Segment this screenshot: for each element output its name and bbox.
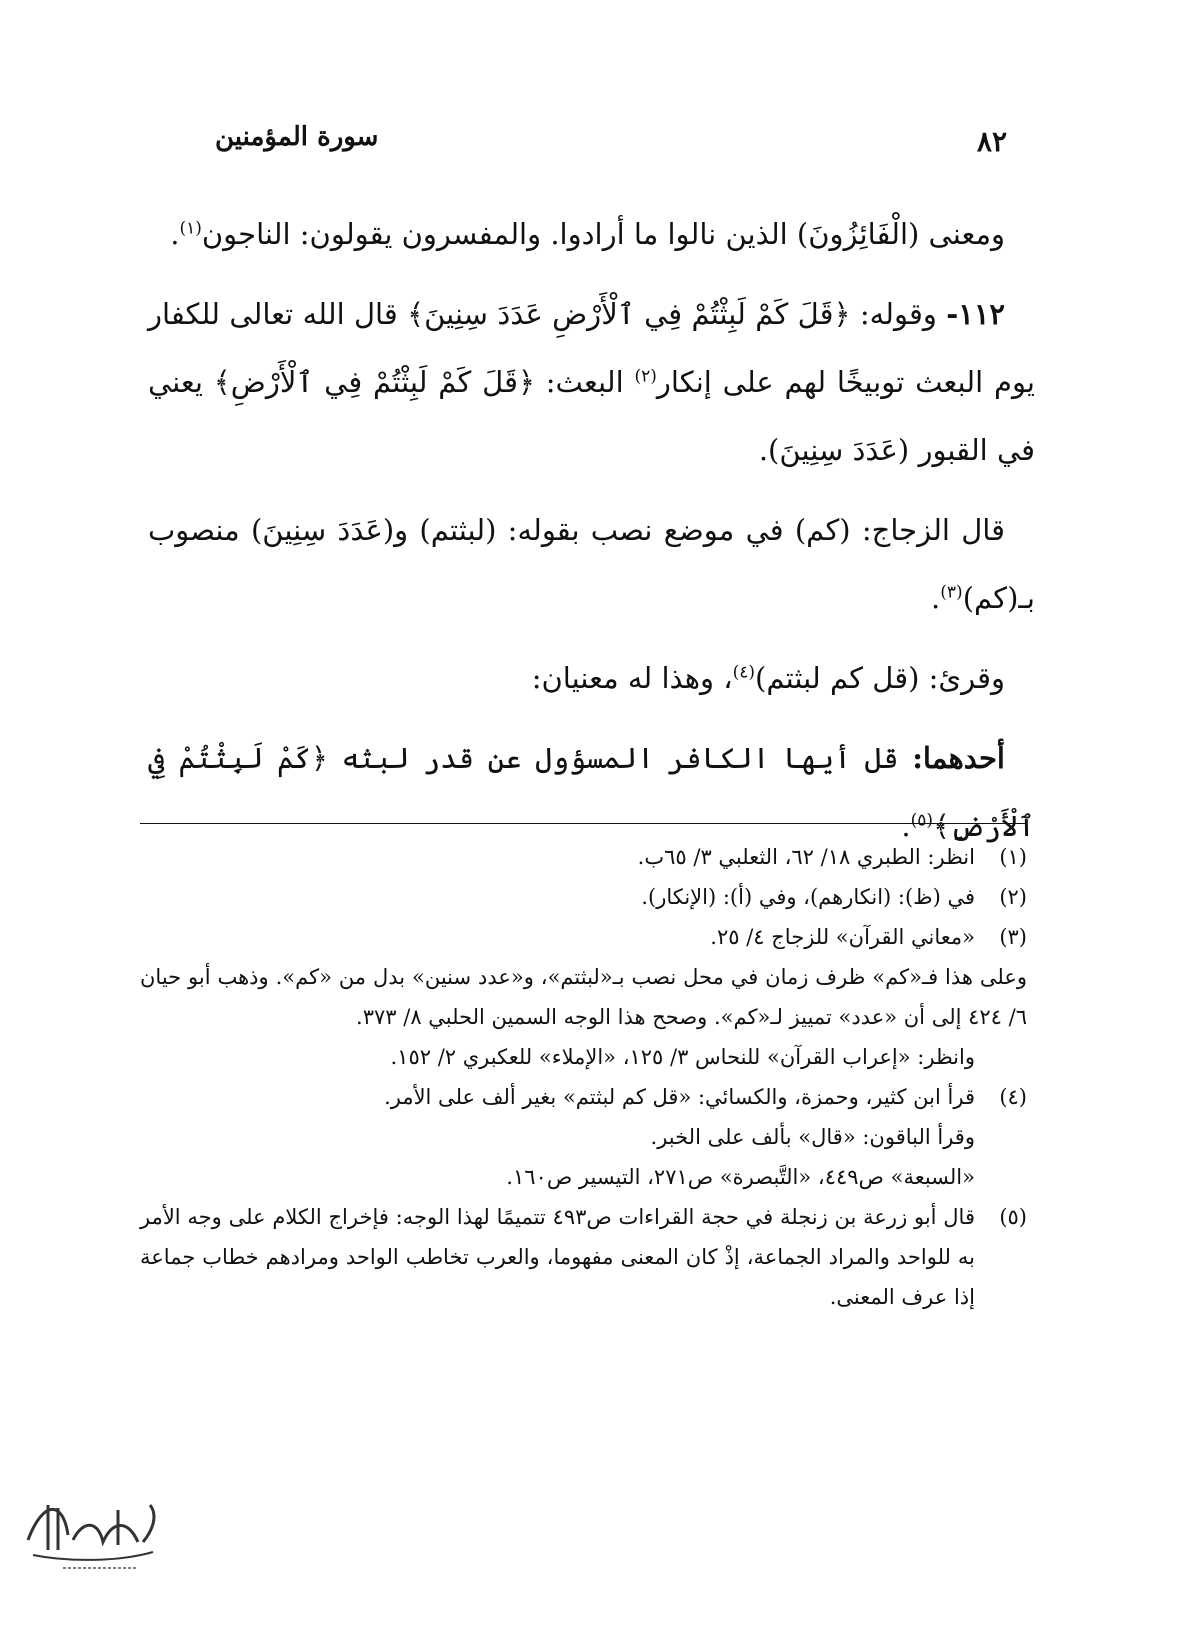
first-meaning-label: أحدهما: (912, 741, 1005, 775)
main-text (148, 200, 1035, 872)
footnote-ref-3[interactable]: (٣) (940, 582, 963, 603)
footnote-3 (140, 917, 1027, 957)
footnote-2 (140, 877, 1027, 917)
paragraph-verse-112 (148, 280, 1035, 484)
footnote-ref-1[interactable]: (١) (179, 218, 202, 239)
footnote-4 (140, 1077, 1027, 1117)
footnote-4-line-3: «السبعة» ص٤٤٩، «التَّبصرة» ص٢٧١، التيسير ص١٦٠. (506, 1165, 975, 1189)
page-number: ٨٢ (976, 125, 1007, 158)
paragraph-1-text: ومعنى (الْفَائِزُونَ) الذين نالوا ما أرادوا. والمفسرون يقولون: الناجون (201, 217, 1005, 251)
footnote-1-text: انظر: الطبري ١٨/ ٦٢، الثعلبي ٣/ ٦٥ب. (637, 845, 975, 869)
paragraph-zajjaj: قال الزجاج: (كم) في موضع نصب بقوله: (لبثتم) و(عَدَدَ سِنِينَ) منصوب بـ(كم)$^{(٣)}$. (148, 513, 1035, 615)
footnote-ref-5[interactable]: (٥) (910, 810, 934, 831)
footnote-4-number: (٤) (999, 1085, 1027, 1109)
footnote-3-continuation: وعلى هذا فـ«كم» ظرف زمان في محل نصب بـ«لبثتم»، و«عدد سنين» بدل من «كم». وذهب أبو حيان ٦/ ٤٢٤ إلى أن «عدد» تمييز لـ«كم». وصحح هذا الوجه السمين الحلبي ٨/ ٣٧٣. (140, 965, 1027, 1029)
paragraph-4-text-a: وقرئ: (قل كم لبثتم) (755, 661, 1005, 695)
footnote-1-number: (١) (999, 845, 1027, 869)
footnote-5-text: قال أبو زرعة بن زنجلة في حجة القراءات ص٤٩٣ تتميمًا لهذا الوجه: فإخراج الكلام على وجه الأمر به للواحد والمراد الجماعة، إذْ كان المعنى مفهوما، والعرب تخاطب الواحد ومرادهم خطاب جماعة إذا عرف المعنى. (140, 1205, 975, 1309)
footnote-3-number: (٣) (999, 925, 1027, 949)
paragraph-3-text: قال الزجاج: (كم) في موضع نصب بقوله: (لبثتم) و(عَدَدَ سِنِينَ) منصوب بـ(كم) (148, 513, 1035, 615)
footnotes (140, 837, 1027, 1317)
footnote-separator (140, 823, 1027, 824)
paragraph-1: ومعنى (الْفَائِزُونَ) الذين نالوا ما أرادوا. والمفسرون يقولون: الناجون$^{(١)}$. (170, 217, 1005, 251)
footnote-4-line-2: وقرأ الباقون: «قال» بألف على الخبر. (650, 1125, 975, 1149)
paragraph-4-text-b: ، وهذا له معنيان: (531, 661, 733, 695)
paragraph-first-meaning: أحدهما: قل أيها الكافر المسؤول عن قدر لبثه ﴿كَمْ لَبِثْتُمْ فِي ٱلْأَرْضِ﴾$^{(٥)}$. (148, 741, 1035, 843)
paragraph-2-text-b: البعث: ﴿قَلَ كَمْ لَبِثْتُمْ فِي ٱلْأَرْضِ﴾ يعني في القبور (عَدَدَ سِنِينَ). (148, 365, 1035, 467)
paragraph-reading (148, 644, 1035, 712)
paragraph-5-text: قل أيها الكافر المسؤول عن قدر لبثه ﴿كَمْ لَبِثْتُمْ فِي ٱلْأَرْضِ﴾ (148, 741, 1035, 843)
verse-number: ١١٢- (946, 297, 1005, 331)
footnote-1 (140, 837, 1027, 877)
footnote-4-text: قرأ ابن كثير، وحمزة، والكسائي: «قل كم لبثتم» بغير ألف على الأمر. (384, 1085, 975, 1109)
footnote-2-number: (٢) (999, 885, 1027, 909)
footnote-ref-4[interactable]: (٤) (732, 662, 756, 683)
footnote-3-see-also: وانظر: «إعراب القرآن» للنحاس ٣/ ١٢٥، «الإملاء» للعكبري ٢/ ١٥٢. (390, 1045, 975, 1069)
paragraph-2-text-a: وقوله: ﴿قَلَ كَمْ لَبِثْتُمْ فِي ٱلْأَرْضِ عَدَدَ سِنِينَ﴾ قال الله تعالى للكفار يوم البعث توبيخًا لهم على إنكار (148, 297, 1036, 399)
publisher-logo (18, 1480, 168, 1580)
footnote-2-text: في (ظ): (انكارهم)، وفي (أ): (الإنكار). (641, 885, 975, 909)
running-header-title: سورة المؤمنين (215, 122, 379, 152)
footnote-5-number: (٥) (999, 1205, 1027, 1229)
footnote-3-text: «معاني القرآن» للزجاج ٤/ ٢٥. (710, 925, 975, 949)
footnote-ref-2[interactable]: (٢) (634, 366, 657, 387)
footnote-5 (140, 1197, 1027, 1317)
